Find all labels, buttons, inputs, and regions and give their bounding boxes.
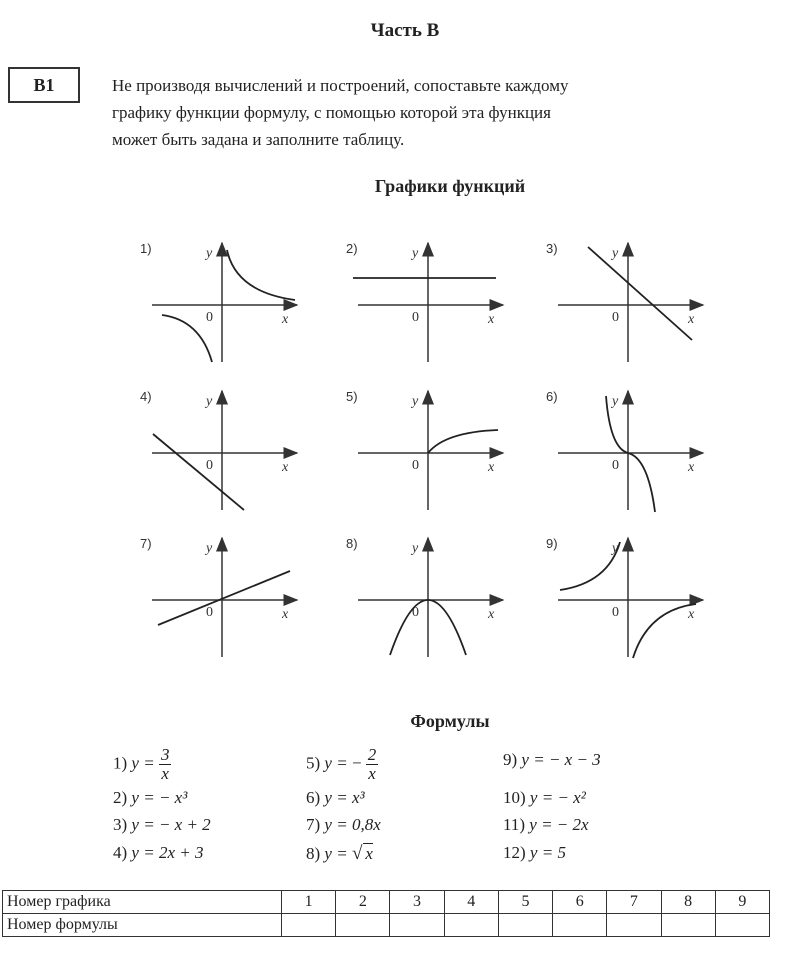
formula-7 [306, 815, 381, 835]
sqrt-radicand: x [365, 844, 373, 863]
formula-number: 1) [113, 753, 128, 773]
function-graph [346, 389, 503, 510]
formula-fraction [366, 746, 379, 783]
formula-number: 2) [113, 788, 128, 807]
formula-5 [306, 746, 378, 783]
formula-number: 7) [306, 815, 321, 834]
formula-answer-cell[interactable] [553, 914, 607, 937]
formula-number: 5) [306, 753, 321, 773]
graph-number-cell: 8 [661, 891, 715, 914]
x-axis-label: x [282, 460, 289, 475]
graph-number: 4) [140, 389, 152, 404]
graph-number: 1) [140, 241, 152, 256]
y-axis-label: y [206, 394, 213, 409]
graph-number-cell: 5 [498, 891, 552, 914]
formula-8 [306, 843, 373, 865]
function-graph [546, 241, 703, 362]
function-graph [546, 536, 703, 658]
formula-lhs: y = [324, 844, 348, 863]
y-axis-label: y [206, 541, 213, 556]
function-graph [140, 536, 297, 657]
formula-number: 11) [503, 815, 526, 834]
formula-answer-cell[interactable] [607, 914, 661, 937]
formula-lhs: y = [324, 753, 348, 773]
fraction-numerator: 3 [160, 745, 170, 764]
fraction-denominator: x [368, 764, 376, 783]
formula-4 [113, 843, 203, 863]
task-line: Не производя вычислений и построений, сопоставьте каждому [112, 76, 569, 95]
origin-label: 0 [206, 310, 213, 325]
graph-number-cell: 1 [282, 891, 336, 914]
y-axis-label: y [206, 246, 213, 261]
table-row-graph-numbers [3, 891, 770, 914]
x-axis-label: x [488, 312, 495, 327]
formula-number: 10) [503, 788, 526, 807]
formula-12 [503, 843, 566, 863]
x-axis-label: x [488, 607, 495, 622]
origin-label: 0 [206, 605, 213, 620]
origin-label: 0 [612, 310, 619, 325]
sqrt-sign: √ [351, 843, 363, 864]
fraction-denominator: x [161, 764, 169, 783]
x-axis-label: x [282, 312, 289, 327]
function-curve [560, 542, 620, 590]
formula-fraction [159, 746, 172, 783]
formula-text: y = 5 [529, 843, 566, 862]
origin-label: 0 [612, 458, 619, 473]
graph-number: 7) [140, 536, 152, 551]
graphs-title: Графики функций [374, 176, 526, 196]
formula-number: 8) [306, 844, 321, 863]
table-row-formula-numbers [3, 914, 770, 937]
x-axis-label: x [282, 607, 289, 622]
x-axis-label: x [688, 607, 695, 622]
formulas-title: Формулы [410, 711, 490, 731]
function-graph [346, 536, 503, 657]
x-axis-label: x [688, 460, 695, 475]
function-graph [140, 389, 297, 510]
row-label-formula: Номер формулы [3, 914, 282, 937]
formula-2 [113, 788, 187, 808]
function-curve [633, 604, 696, 658]
formula-number: 9) [503, 750, 518, 769]
graph-number: 3) [546, 241, 558, 256]
function-curve [227, 250, 295, 300]
origin-label: 0 [412, 605, 419, 620]
formula-text: y = − x³ [131, 788, 188, 807]
graph-number: 6) [546, 389, 558, 404]
formula-number: 3) [113, 815, 128, 834]
graph-number-cell: 2 [336, 891, 390, 914]
y-axis-label: y [612, 394, 619, 409]
graph-number: 2) [346, 241, 358, 256]
task-id-box: В1 [8, 67, 80, 103]
graph-number: 9) [546, 536, 558, 551]
formula-text: y = 0,8x [324, 815, 381, 834]
formula-10 [503, 788, 586, 808]
graph-number-cell: 7 [607, 891, 661, 914]
function-curve [153, 434, 244, 510]
function-curve [428, 430, 498, 453]
origin-label: 0 [412, 310, 419, 325]
graph-number-cell: 9 [715, 891, 769, 914]
graph-number: 8) [346, 536, 358, 551]
origin-label: 0 [412, 458, 419, 473]
formula-answer-cell[interactable] [498, 914, 552, 937]
part-title: Часть В [370, 20, 440, 41]
function-curve [606, 396, 655, 512]
formula-sign: − [351, 753, 362, 773]
y-axis-label: y [412, 246, 419, 261]
formula-answer-cell[interactable] [661, 914, 715, 937]
answer-table [2, 890, 770, 937]
function-curve [588, 247, 692, 340]
formula-number: 4) [113, 843, 128, 862]
graph-number-cell: 6 [553, 891, 607, 914]
function-graph [546, 389, 703, 512]
formula-answer-cell[interactable] [282, 914, 336, 937]
formula-3 [113, 815, 211, 835]
formula-answer-cell[interactable] [715, 914, 769, 937]
y-axis-label: y [612, 541, 619, 556]
graph-number-cell: 4 [444, 891, 498, 914]
formula-number: 6) [306, 788, 321, 807]
formula-text: y = − x − 3 [521, 750, 601, 769]
x-axis-label: x [688, 312, 695, 327]
function-curve [162, 315, 212, 362]
y-axis-label: y [612, 246, 619, 261]
task-line: графику функции формулу, с помощью которой эта функция [112, 103, 551, 122]
origin-label: 0 [206, 458, 213, 473]
formula-answer-cell[interactable] [390, 914, 444, 937]
function-graph [346, 241, 503, 362]
origin-label: 0 [612, 605, 619, 620]
formula-text: y = − 2x [529, 815, 589, 834]
x-axis-label: x [488, 460, 495, 475]
function-curve [158, 571, 290, 625]
formula-1 [113, 746, 171, 783]
formula-answer-cell[interactable] [444, 914, 498, 937]
formula-answer-cell[interactable] [336, 914, 390, 937]
function-graph [140, 241, 297, 362]
formula-text: y = − x + 2 [131, 815, 211, 834]
task-line: может быть задана и заполните таблицу. [112, 130, 405, 149]
formula-text: y = x³ [324, 788, 365, 807]
graph-number-cell: 3 [390, 891, 444, 914]
formula-lhs: y = [131, 753, 155, 773]
formula-6 [306, 788, 365, 808]
formula-9 [503, 750, 601, 770]
formula-text: y = 2x + 3 [131, 843, 204, 862]
formula-text: y = − x² [529, 788, 586, 807]
formula-11 [503, 815, 589, 835]
graph-number: 5) [346, 389, 358, 404]
fraction-numerator: 2 [367, 745, 377, 764]
y-axis-label: y [412, 541, 419, 556]
formula-number: 12) [503, 843, 526, 862]
row-label-graph: Номер графика [3, 891, 282, 914]
y-axis-label: y [412, 394, 419, 409]
